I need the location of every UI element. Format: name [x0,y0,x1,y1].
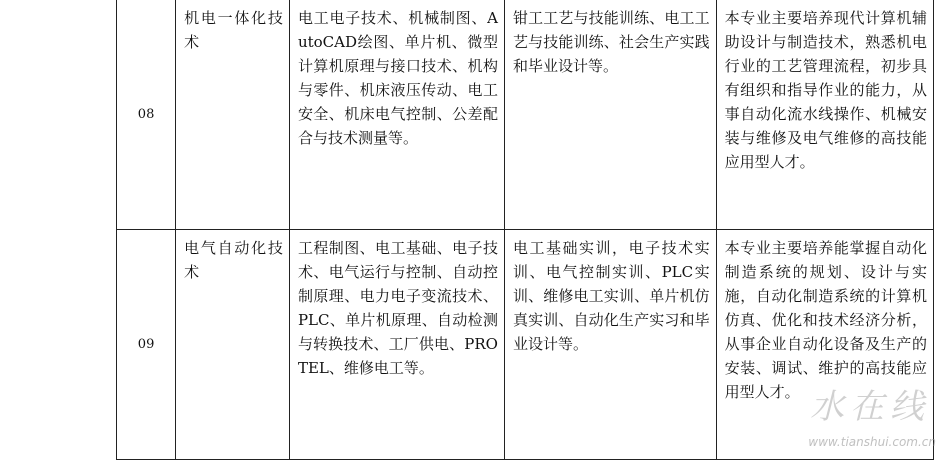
majors-table [116,0,934,460]
core-courses: 电工电子技术、机械制图、AutoCAD绘图、单片机、微型计算机原理与接口技术、机构与零件、机床液压传动、电工安全、机床电气控制、公差配合与技术测量等。 [289,0,504,230]
watermark-logo: 水在线 [810,387,930,427]
training-description: 本专业主要培养能掌握自动化制造系统的规划、设计与实施，自动化制造系统的计算机仿真、优化和技术经济分析，从事企业自动化设备及生产的安装、调试、维护的高技能应用型人才。 [716,230,933,460]
practice-courses: 电工基础实训，电子技术实训、电气控制实训、PLC实训、维修电工实训、单片机仿真实训、自动化生产实习和毕业设计等。 [504,230,716,460]
training-description: 本专业主要培养现代计算机辅助设计与制造技术，熟悉机电行业的工艺管理流程，初步具有组织和指导作业的能力，从事自动化流水线操作、机械安装与维修及电气维修的高技能应用型人才。 [716,0,933,230]
table-row [117,230,934,460]
major-name: 电气自动化技术 [176,230,290,460]
watermark-url: www.tianshui.com.cn [808,435,936,449]
practice-courses: 钳工工艺与技能训练、电工工艺与技能训练、社会生产实践和毕业设计等。 [504,0,716,230]
core-courses: 工程制图、电工基础、电子技术、电气运行与控制、自动控制原理、电力电子变流技术、PLC、单片机原理、自动检测与转换技术、工厂供电、PROTEL、维修电工等。 [289,230,504,460]
row-number: 09 [117,230,176,460]
major-name: 机电一体化技术 [176,0,290,230]
row-number: 08 [117,0,176,230]
table-row [117,0,934,230]
